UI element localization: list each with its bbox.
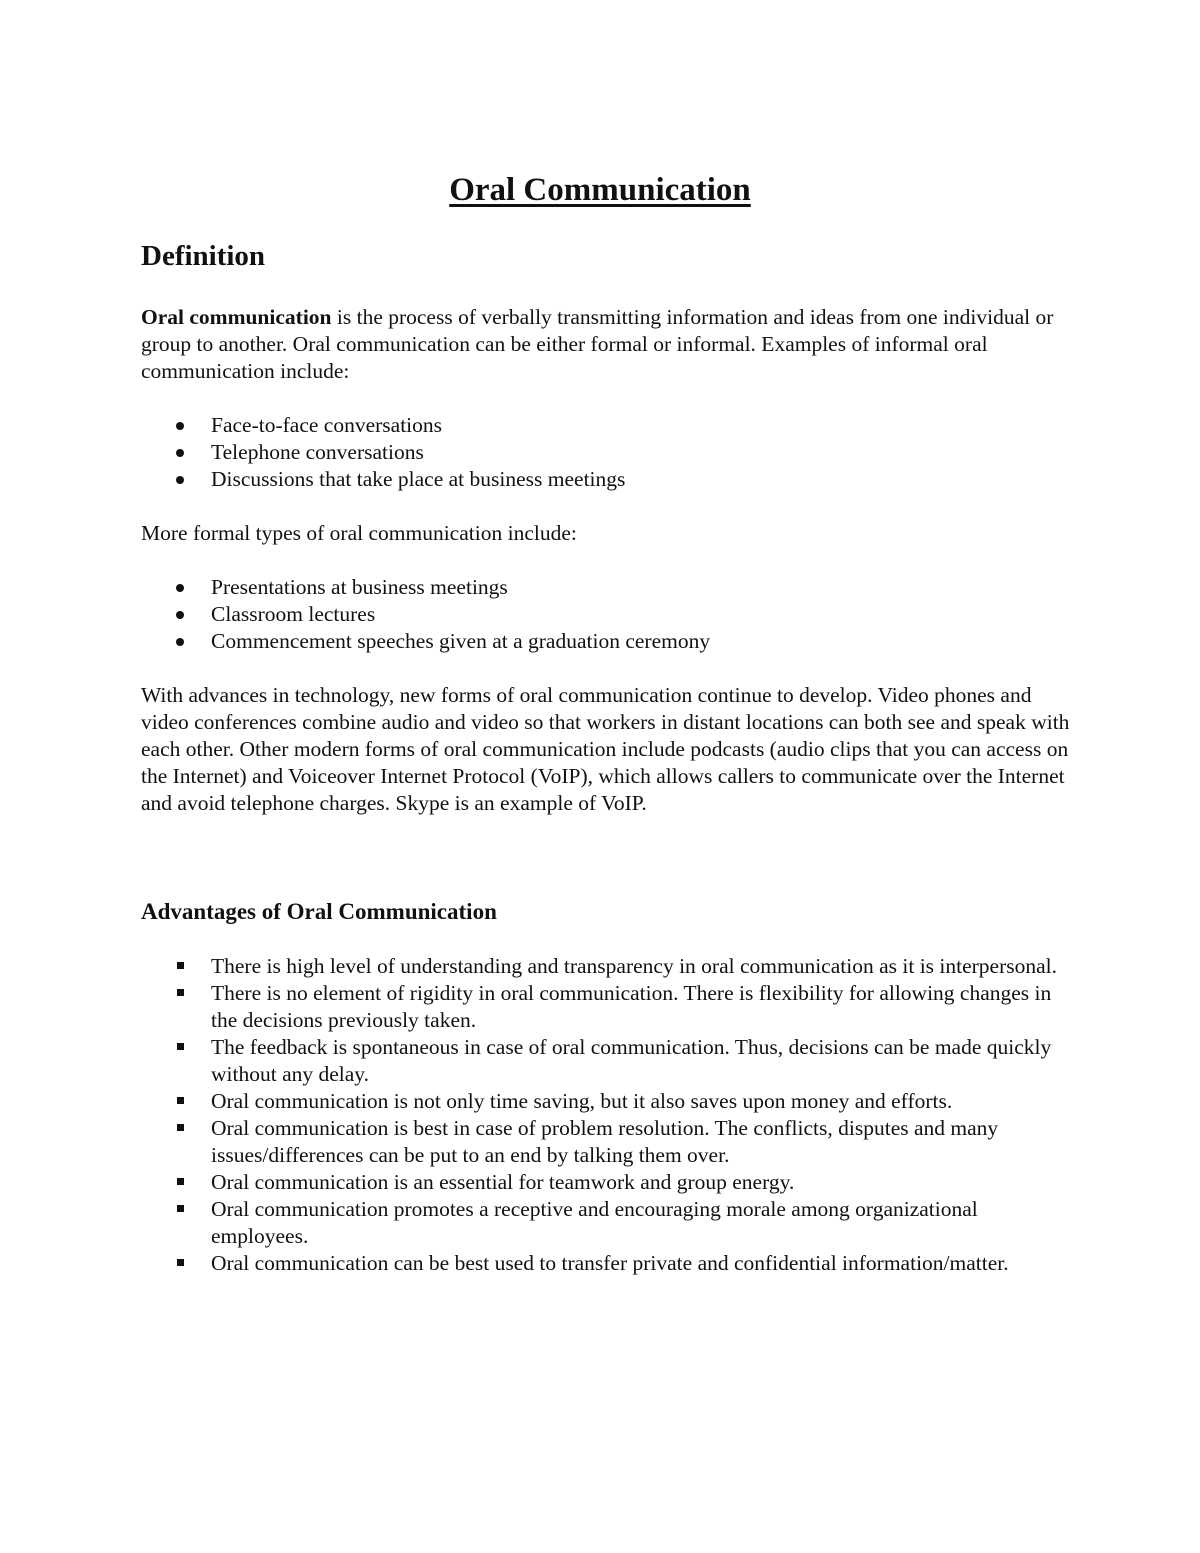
section-spacer	[141, 817, 1071, 898]
list-item: Commencement speeches given at a graduation ceremony	[141, 628, 1071, 655]
list-item: Face-to-face conversations	[141, 412, 1071, 439]
formal-examples-list	[141, 574, 1071, 655]
document-body	[141, 236, 1071, 1304]
list-item: Presentations at business meetings	[141, 574, 1071, 601]
list-item: Oral communication can be best used to transfer private and confidential information/matter.	[141, 1250, 1071, 1277]
list-item: Classroom lectures	[141, 601, 1071, 628]
advantages-list	[141, 953, 1071, 1277]
list-item: Discussions that take place at business meetings	[141, 466, 1071, 493]
list-item: Oral communication promotes a receptive and encouraging morale among organizational employees.	[141, 1196, 1071, 1250]
list-item: Telephone conversations	[141, 439, 1071, 466]
definition-term: Oral communication	[141, 305, 332, 329]
list-item: Oral communication is an essential for teamwork and group energy.	[141, 1169, 1071, 1196]
advantages-heading: Advantages of Oral Communication	[141, 899, 497, 924]
definition-paragraph	[141, 304, 1071, 385]
list-item: There is no element of rigidity in oral communication. There is flexibility for allowing changes in the decisions previously taken.	[141, 980, 1071, 1034]
list-item: The feedback is spontaneous in case of oral communication. Thus, decisions can be made quickly without any delay.	[141, 1034, 1071, 1088]
list-item: Oral communication is best in case of problem resolution. The conflicts, disputes and many issues/differences can be put to an end by talking them over.	[141, 1115, 1071, 1169]
list-item: There is high level of understanding and transparency in oral communication as it is interpersonal.	[141, 953, 1071, 980]
formal-intro-paragraph: More formal types of oral communication include:	[141, 521, 577, 545]
technology-paragraph: With advances in technology, new forms of oral communication continue to develop. Video phones and video conferences combine audio and video so that workers in distant locations can both see and speak with each other. Other modern forms of oral communication include podcasts (audio clips that you can access on the Internet) and Voiceover Internet Protocol (VoIP), which allows callers to communicate over the Internet and avoid telephone charges. Skype is an example of VoIP.	[141, 683, 1070, 815]
list-item: Oral communication is not only time saving, but it also saves upon money and efforts.	[141, 1088, 1071, 1115]
document-title: Oral Communication	[449, 172, 751, 208]
informal-examples-list	[141, 412, 1071, 493]
definition-heading: Definition	[141, 240, 266, 272]
definition-text: is the process of verbally transmitting information and ideas from one individual or group to another. Oral communication can be either formal or informal. Examples of informal oral communication include:	[141, 305, 1054, 383]
